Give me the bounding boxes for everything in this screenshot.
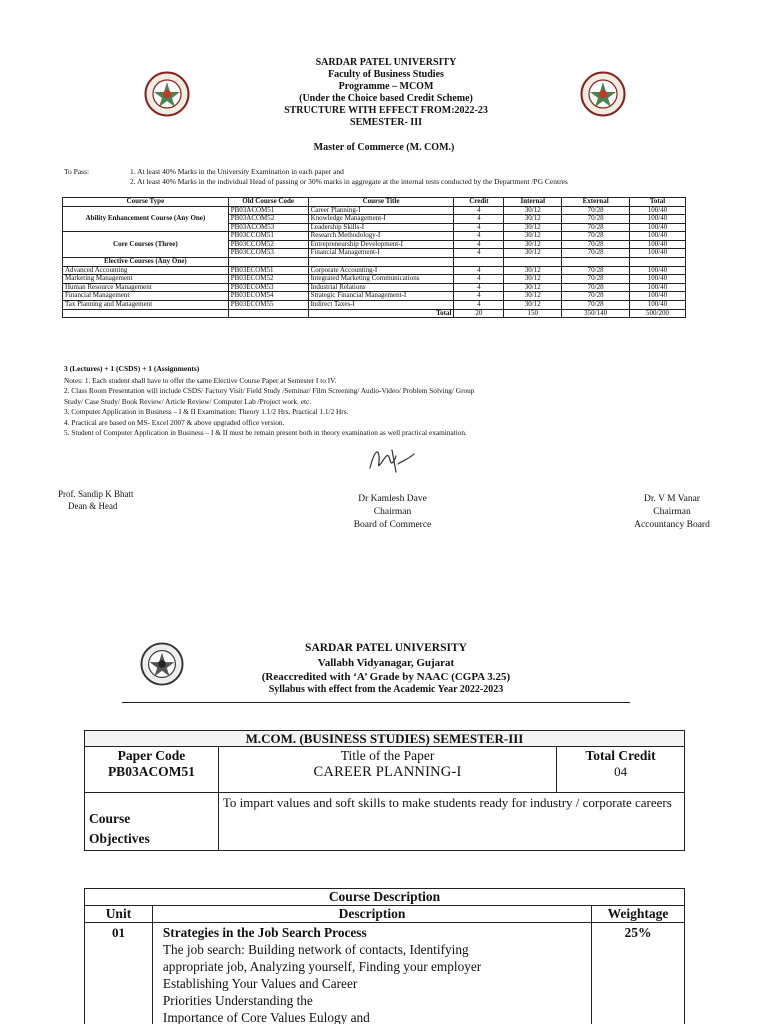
cell-code: PB03CCOM52 <box>228 240 308 249</box>
note-line: 2. Class Room Presentation will include CSDS/ Factory Visit/ Field Study /Seminar/ Film Screening/ Audio-Video/ Problem Solving/ Group <box>64 386 475 396</box>
cell-total: 100/40 <box>630 206 686 215</box>
handwritten-signature <box>366 442 418 476</box>
cell-type: Marketing Management <box>63 275 229 284</box>
unit-line: The job search: Building network of contacts, Identifying <box>162 942 469 957</box>
structure-header <box>180 57 592 129</box>
cell-code: PB03ECOM52 <box>228 275 308 284</box>
cell-total: 100/40 <box>630 275 686 284</box>
signatory-role: Chairman <box>653 507 691 517</box>
total-row <box>63 309 686 318</box>
paper-title-value: CAREER PLANNING-I <box>313 764 462 780</box>
total-credit: 20 <box>454 309 504 318</box>
cell-total: 100/40 <box>630 232 686 241</box>
table-row <box>63 275 686 284</box>
cell-title: Industrial Relations <box>308 283 454 292</box>
objectives-text: To impart values and soft skills to make students ready for industry / corporate careers <box>218 793 684 851</box>
signatory-chairman-commerce <box>330 493 455 532</box>
cell-total: 100/40 <box>630 223 686 232</box>
note-line: 3. Computer Application in Business – I & II Examination: Theory 1.1/2 Hrs, Practical 1.1/2 Hrs. <box>64 407 349 417</box>
cell-external: 70/28 <box>562 215 630 224</box>
accreditation: (Reaccredited with ‘A’ Grade by NAAC (CGPA 3.25) <box>261 671 511 683</box>
university-name: SARDAR PATEL UNIVERSITY <box>315 57 457 68</box>
cell-external: 70/28 <box>562 275 630 284</box>
cell-total: 100/40 <box>630 249 686 258</box>
cell-type: Human Resource Management <box>63 283 229 292</box>
total-total: 500/200 <box>630 309 686 318</box>
signatory-body: Accountancy Board <box>634 520 710 530</box>
cell-internal: 30/12 <box>504 249 562 258</box>
col-header-course-type: Course Type <box>63 198 229 207</box>
cell-code: PB03ACOM51 <box>228 206 308 215</box>
total-credit-cell <box>557 747 685 793</box>
col-header-internal: Internal <box>504 198 562 207</box>
header-divider <box>122 702 630 703</box>
table-row <box>63 232 686 241</box>
group-label-core: Core Courses (Three) <box>63 232 229 258</box>
cell-credit: 4 <box>454 206 504 215</box>
signatory-chairman-accountancy <box>612 493 732 532</box>
semester-banner: M.COM. (BUSINESS STUDIES) SEMESTER-III <box>85 731 685 747</box>
notes-block <box>64 376 624 438</box>
cell-credit: 4 <box>454 249 504 258</box>
cell-title: Research Methodology-I <box>308 232 454 241</box>
cell-external: 70/28 <box>562 240 630 249</box>
credit-summary: 3 (Lectures) + 1 (CSDS) + 1 (Assignments) <box>64 364 200 373</box>
university-name: SARDAR PATEL UNIVERSITY <box>305 642 467 654</box>
signatory-name: Dr Kamlesh Dave <box>358 494 427 504</box>
table-row <box>63 292 686 301</box>
semester-label: SEMESTER- III <box>350 117 422 128</box>
to-pass-item: 2. At least 40% Marks in the individual Head of passing or 30% marks in aggregate at the internal tests conducted by the Department /PG Centres <box>130 176 568 186</box>
table-row <box>63 283 686 292</box>
signatory-role: Chairman <box>373 507 412 517</box>
cell-external: 70/28 <box>562 232 630 241</box>
total-internal: 150 <box>504 309 562 318</box>
cell-code: PB03ECOM53 <box>228 283 308 292</box>
cell-title: Entrepreneurship Development-I <box>308 240 454 249</box>
paper-info-table <box>84 730 685 851</box>
signatory-name: Prof. Sandip K Bhatt <box>58 489 134 499</box>
signatory-role: Dean & Head <box>68 501 118 511</box>
course-description-heading: Course Description <box>85 889 685 906</box>
cell-type: Tax Planning and Management <box>63 301 229 310</box>
cell-code: PB03ECOM51 <box>228 266 308 275</box>
table-row <box>63 301 686 310</box>
col-header-description: Description <box>152 906 591 923</box>
cell-title: Knowledge Management-I <box>308 215 454 224</box>
cell-code: PB03ACOM52 <box>228 215 308 224</box>
col-header-external: External <box>562 198 630 207</box>
cell-internal: 30/12 <box>504 215 562 224</box>
unit-line: appropriate job, Analyzing yourself, Finding your employer <box>162 959 482 974</box>
cell-internal: 30/12 <box>504 266 562 275</box>
cell-type: Advanced Accounting <box>63 266 229 275</box>
group-label-aec: Ability Enhancement Course (Any One) <box>63 206 229 232</box>
cell-code: PB03CCOM53 <box>228 249 308 258</box>
note-line: 5. Student of Computer Application in Business – I & II must be remain present both in theory examination as well practical examination. <box>64 428 467 438</box>
group-label-elective: Elective Courses (Any One) <box>63 258 229 267</box>
total-credit-value: 04 <box>614 764 628 779</box>
syllabus-header <box>180 640 592 696</box>
cell-total: 100/40 <box>630 240 686 249</box>
cell-code: PB03ECOM55 <box>228 301 308 310</box>
cell-code: PB03ACOM53 <box>228 223 308 232</box>
cell-credit: 4 <box>454 266 504 275</box>
cell-external: 70/28 <box>562 223 630 232</box>
cell-total: 100/40 <box>630 266 686 275</box>
cell-total: 100/40 <box>630 215 686 224</box>
note-line: Study/ Case Study/ Book Review/ Article Review/ Computer Lab /Project work. etc. <box>64 396 312 406</box>
cell-title: Financial Management-I <box>308 249 454 258</box>
total-external: 350/140 <box>562 309 630 318</box>
col-header-weightage: Weightage <box>592 906 685 923</box>
university-location: Vallabh Vidyanagar, Gujarat <box>317 657 455 669</box>
to-pass-label: To Pass: <box>64 167 90 176</box>
cell-internal: 30/12 <box>504 223 562 232</box>
objectives-label-cell <box>85 793 219 851</box>
cell-credit: 4 <box>454 223 504 232</box>
course-description-table <box>84 888 685 1024</box>
paper-title-label: Title of the Paper <box>340 748 435 763</box>
cell-title: Corporate Accounting-I <box>308 266 454 275</box>
paper-code-value: PB03ACOM51 <box>107 764 195 779</box>
note-line: Notes: 1. Each student shall have to offer the same Elective Course Paper at Semester I to IV. <box>64 376 337 385</box>
cell-external: 70/28 <box>562 283 630 292</box>
cell-title: Integrated Marketing Communications <box>308 275 454 284</box>
col-header-unit: Unit <box>85 906 153 923</box>
table-header-row <box>63 198 686 207</box>
cell-external: 70/28 <box>562 249 630 258</box>
cell-credit: 4 <box>454 215 504 224</box>
cell-total: 100/40 <box>630 292 686 301</box>
cell-code: PB03CCOM51 <box>228 232 308 241</box>
cell-title: Career Planning-I <box>308 206 454 215</box>
unit-line: Priorities Understanding the <box>162 993 313 1008</box>
cell-internal: 30/12 <box>504 283 562 292</box>
cell-credit: 4 <box>454 240 504 249</box>
paper-code-cell <box>85 747 219 793</box>
cell-internal: 30/12 <box>504 301 562 310</box>
faculty-name: Faculty of Business Studies <box>328 69 444 80</box>
objectives-label-line: Objectives <box>89 831 150 846</box>
cell-credit: 4 <box>454 301 504 310</box>
note-line: 4. Practical are based on MS- Excel 2007 & above upgraded office version. <box>64 417 285 427</box>
cell-total: 100/40 <box>630 283 686 292</box>
to-pass-item: 1. At least 40% Marks in the University Examination in each paper and <box>130 167 344 176</box>
cell-external: 70/28 <box>562 292 630 301</box>
cell-internal: 30/12 <box>504 292 562 301</box>
cell-external: 70/28 <box>562 206 630 215</box>
cell-title: Indirect Taxes-I <box>308 301 454 310</box>
paper-code-label: Paper Code <box>117 748 186 763</box>
signatory-body: Board of Commerce <box>353 520 432 530</box>
cell-code: PB03ECOM54 <box>228 292 308 301</box>
signatory-dean <box>58 488 134 512</box>
unit-number: 01 <box>85 923 153 1024</box>
unit-description <box>152 923 591 1024</box>
cell-type: Financial Management <box>63 292 229 301</box>
paper-title-cell <box>218 747 556 793</box>
effective-year: STRUCTURE WITH EFFECT FROM:2022-23 <box>284 105 488 116</box>
table-row <box>63 266 686 275</box>
elective-group-row <box>63 258 686 267</box>
cell-title: Strategic Financial Management-I <box>308 292 454 301</box>
col-header-old-course-code: Old Course Code <box>228 198 308 207</box>
cell-external: 70/28 <box>562 266 630 275</box>
cell-title: Leadership Skills-I <box>308 223 454 232</box>
syllabus-effective: Syllabus with effect from the Academic Year 2022-2023 <box>268 684 504 695</box>
col-header-total: Total <box>630 198 686 207</box>
scheme-note: (Under the Choice based Credit Scheme) <box>299 93 473 104</box>
total-label: Total <box>308 309 454 318</box>
cell-credit: 4 <box>454 283 504 292</box>
cell-internal: 30/12 <box>504 275 562 284</box>
unit-line: Importance of Core Values Eulogy and <box>162 1010 370 1024</box>
col-header-course-title: Course Title <box>308 198 454 207</box>
university-seal-syllabus <box>140 642 184 686</box>
cell-credit: 4 <box>454 292 504 301</box>
cell-credit: 4 <box>454 232 504 241</box>
cell-external: 70/28 <box>562 301 630 310</box>
col-header-credit: Credit <box>454 198 504 207</box>
table-row <box>63 206 686 215</box>
cell-credit: 4 <box>454 275 504 284</box>
degree-title: Master of Commerce (M. COM.) <box>313 142 455 153</box>
unit-title: Strategies in the Job Search Process <box>162 925 367 940</box>
signatory-name: Dr. V M Vanar <box>644 494 700 504</box>
cell-internal: 30/12 <box>504 232 562 241</box>
unit-line: Establishing Your Values and Career <box>162 976 358 991</box>
total-credit-label: Total Credit <box>585 748 656 763</box>
objectives-label-line: Course <box>89 811 131 826</box>
unit-weightage: 25% <box>592 923 685 1024</box>
course-structure-table <box>62 197 686 318</box>
programme-name: Programme – MCOM <box>338 81 434 92</box>
cell-internal: 30/12 <box>504 240 562 249</box>
unit-row <box>85 923 685 1024</box>
cell-internal: 30/12 <box>504 206 562 215</box>
cell-total: 100/40 <box>630 301 686 310</box>
